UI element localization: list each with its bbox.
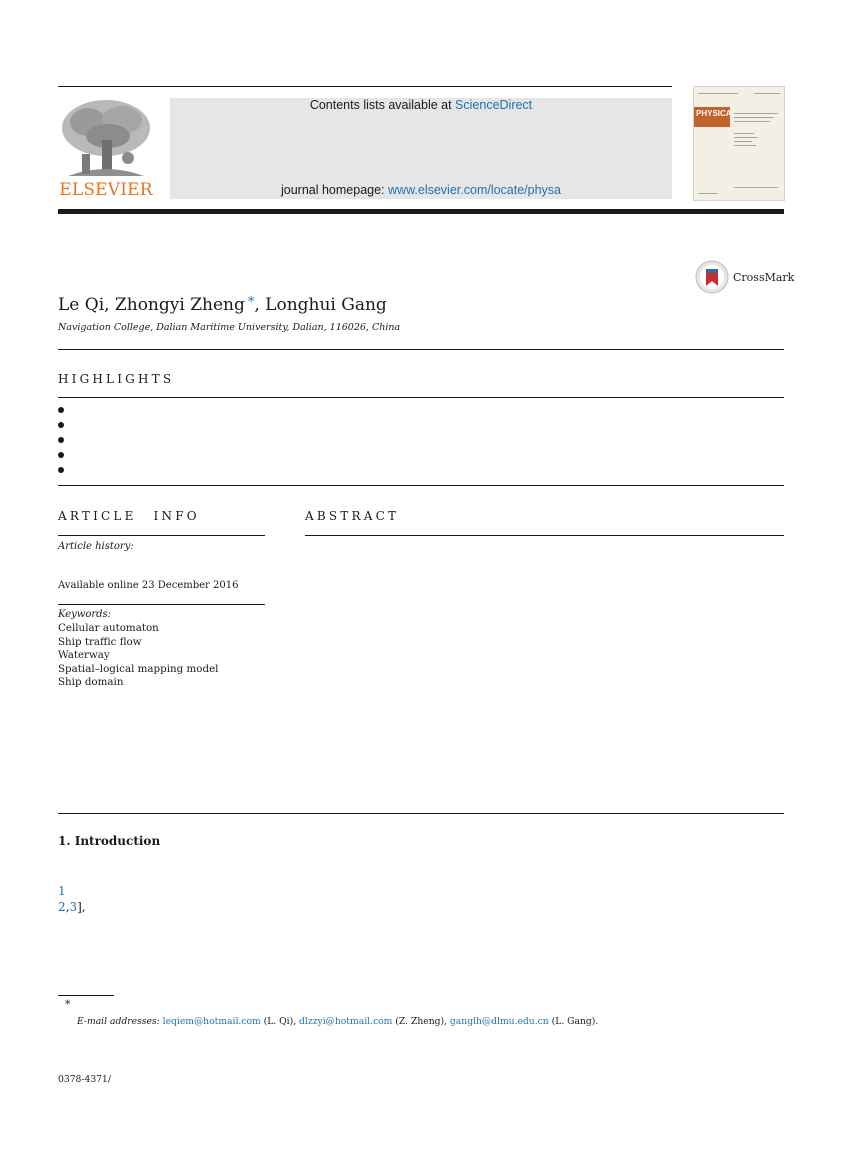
- intro-line-1: [58, 884, 66, 898]
- citation-link-1[interactable]: 1: [58, 884, 66, 898]
- homepage-line: journal homepage: www.elsevier.com/locate/physa: [280, 183, 562, 197]
- highlight-bullet: [58, 467, 64, 473]
- elsevier-wordmark: ELSEVIER: [59, 180, 153, 200]
- email-link-zheng[interactable]: dlzzyi@hotmail.com: [299, 1016, 393, 1027]
- issn: 0378-4371/: [58, 1074, 111, 1085]
- email-link-gang[interactable]: ganglh@dlmu.edu.cn: [449, 1016, 549, 1027]
- keywords-rule: [58, 604, 265, 605]
- journal-cover-thumbnail[interactable]: [693, 86, 785, 201]
- email-link-qi[interactable]: leqiem@hotmail.com: [162, 1016, 261, 1027]
- highlight-bullet: [58, 407, 64, 413]
- abstract-heading: ABSTRACT: [305, 509, 400, 523]
- keywords-label: Keywords:: [58, 609, 112, 620]
- footnote-mark: *: [65, 998, 71, 1011]
- crossmark-icon: [695, 260, 729, 294]
- corresponding-author-mark[interactable]: *: [247, 295, 255, 310]
- keyword-item: Waterway: [58, 649, 110, 661]
- highlight-bullet: [58, 452, 64, 458]
- article-info-heading: ARTICLE INFO: [58, 509, 200, 523]
- header-thick-rule: [58, 209, 784, 214]
- crossmark-badge[interactable]: [695, 260, 795, 294]
- highlight-bullet: [58, 437, 64, 443]
- highlight-bullet: [58, 422, 64, 428]
- email-footnote: E-mail addresses: leqiem@hotmail.com (L. Qi), dlzzyi@hotmail.com (Z. Zheng), ganglh@dlmu.edu.cn (L. Gang).: [77, 1016, 599, 1027]
- contents-line: Contents lists available at ScienceDirect: [309, 98, 533, 112]
- abstract-rule: [305, 535, 784, 536]
- elsevier-logo[interactable]: [58, 96, 154, 200]
- keyword-item: Spatial–logical mapping model: [58, 662, 219, 675]
- article-history-label: Article history:: [58, 541, 134, 552]
- author-list: Le Qi, Zhongyi Zheng *, Longhui Gang: [58, 295, 387, 315]
- footnote-rule: [58, 995, 114, 996]
- citation-link-3[interactable]: 3: [69, 900, 78, 914]
- journal-homepage-link[interactable]: www.elsevier.com/locate/physa: [388, 183, 562, 197]
- highlights-end-rule: [58, 485, 784, 486]
- crossmark-label: CrossMark: [733, 271, 795, 284]
- intro-line-2: 2,3],: [58, 900, 86, 914]
- keyword-item: Ship domain: [58, 676, 124, 688]
- elsevier-tree-icon: [58, 96, 154, 180]
- highlights-heading: HIGHLIGHTS: [58, 372, 175, 386]
- introduction-heading: 1. Introduction: [58, 834, 161, 848]
- keyword-item: Ship traffic flow: [58, 635, 142, 648]
- authors-divider: [58, 349, 784, 350]
- cover-title: PHYSICA: [696, 109, 732, 118]
- available-online-date: Available online 23 December 2016: [58, 580, 239, 591]
- keyword-item: Cellular automaton: [58, 622, 159, 634]
- article-info-rule: [58, 535, 265, 536]
- sciencedirect-link[interactable]: ScienceDirect: [455, 98, 533, 112]
- citation-link-2[interactable]: 2: [58, 900, 66, 914]
- affiliation: Navigation College, Dalian Maritime University, Dalian, 116026, China: [58, 322, 401, 333]
- front-matter-end-rule: [58, 813, 784, 814]
- journal-header-box: [170, 98, 672, 199]
- highlights-rule: [58, 397, 784, 398]
- keywords-list: [58, 622, 218, 690]
- top-rule: [58, 86, 672, 87]
